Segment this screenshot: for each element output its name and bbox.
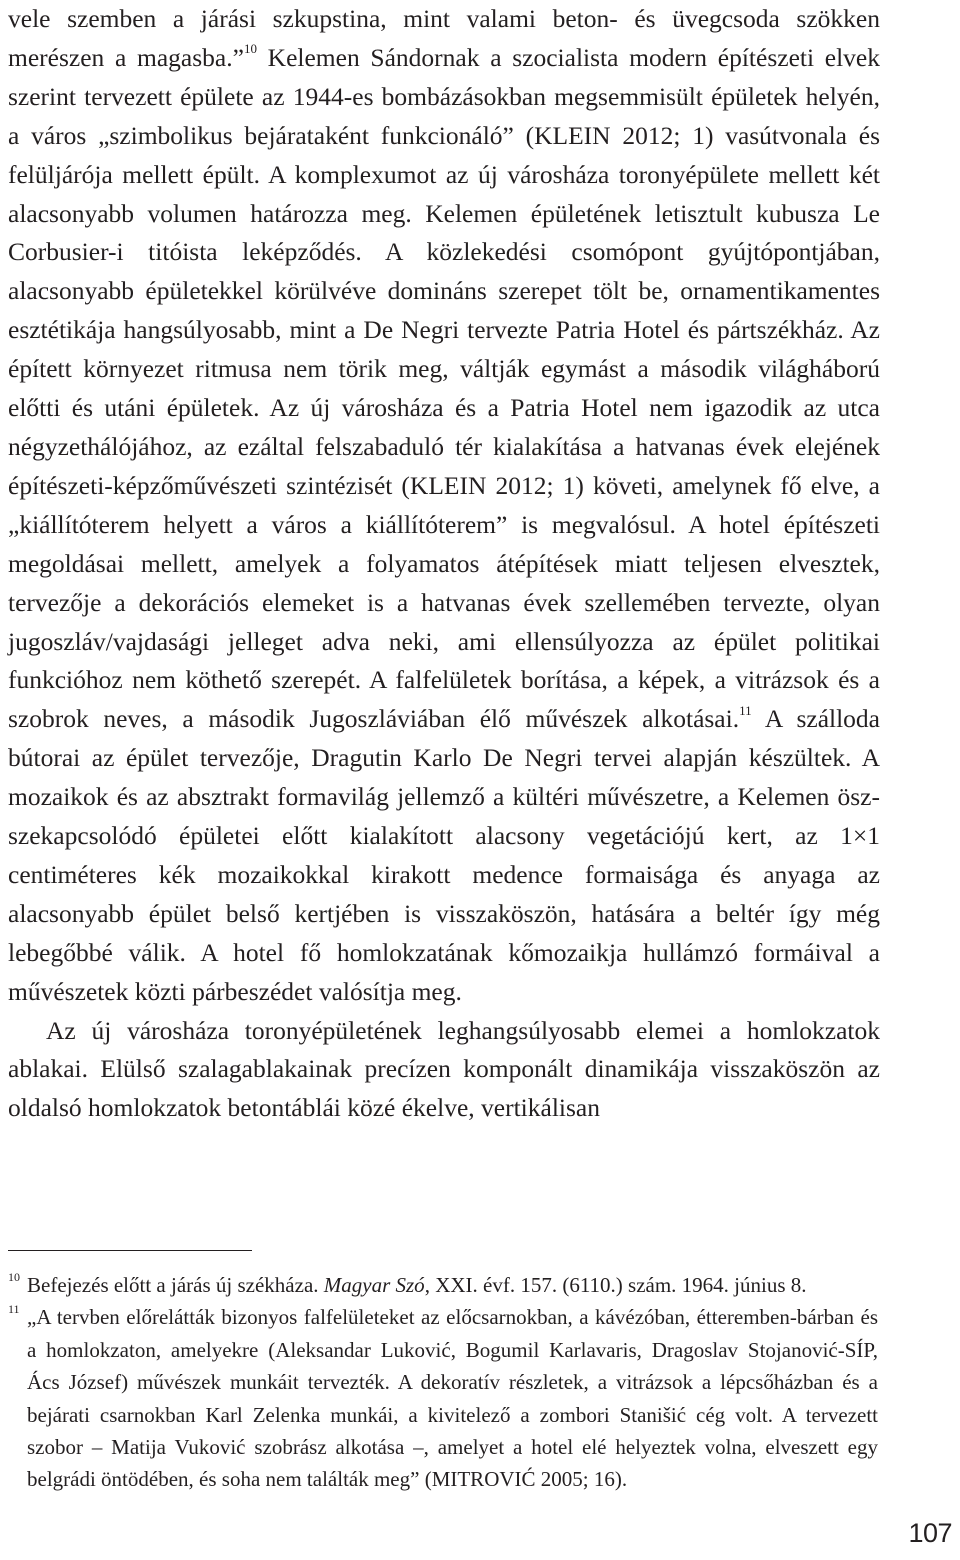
footnote-number: 11 xyxy=(8,1302,20,1317)
footnote-10 xyxy=(8,1269,878,1301)
paragraph-1 xyxy=(8,0,880,1012)
footnote-number: 10 xyxy=(8,1270,20,1284)
paragraph-2: Az új városháza toronyépületének leghangsúlyosabb elemei a homlokzatok ablakai. Elülső szalagablakainak precízen komponált dinamikája visszaköszön az oldalsó homlokzatok betontáblái közé ékelve, vertikálisan xyxy=(8,1015,880,1123)
footnote-11 xyxy=(8,1301,878,1495)
footnote-ref-11[interactable]: 11 xyxy=(739,702,752,718)
footnote-10-italic: Magyar Szó xyxy=(323,1273,425,1297)
paragraph-1-part-1: vele szemben a járási szkupstina, mint valami beton- és üvegcsoda szökken merészen a magasba.” xyxy=(8,4,880,72)
footnote-ref-10[interactable]: 10 xyxy=(243,41,257,57)
footnote-separator xyxy=(8,1250,252,1251)
page-number: 107 xyxy=(908,1518,952,1548)
footnotes xyxy=(8,1269,878,1496)
paragraph-1-part-2: Kelemen Sándornak a szocialista modern építészeti elvek szerint tervezett épülete az 1944-es bombázásokban megsemmisült épületek helyén, a város „szimbolikus bejárataként funkcionáló” (KLEIN 2012; 1) vasútvonala és felüljárója mellett épült. A komplexumot az új városháza toronyépülete mellett két alacsonyabb volumen határozza meg. Kelemen épületének letisztult kubusza Le Corbusier-i titóista leképződés. A közlekedési csomópont gyújtópontjában, alacsonyabb épületekkel körülvéve domináns szerepet tölt be, ornamentikamentes esztétikája hangsúlyosabb, mint a De Negri tervezte Patria Hotel és pártszékház. Az épített környezet ritmusa nem törik meg, váltják egymást a második világháború előtti és utáni épületek. Az új városháza és a Patria Hotel nem igazodik az utca négyzethálójához, az ezáltal felszabaduló tér kialakítása a hatvanas évek elejének építészeti-képzőművészeti szintézisét (KLEIN 2012; 1) követi, amelynek fő elve, a „kiállítóterem helyett a város a kiállítóterem” is megvalósul. A hotel építészeti megoldásai mellett, amelyek a folyamatos átépítések miatt teljesen elvesztek, tervezője a dekorációs elemeket is a hatvanas évek szellemében tervezte, olyan jugoszláv/vajdasági jelleget adva neki, ami ellensúlyozza az épület politikai funkcióhoz nem köthető szerepét. A falfelületek borítása, a képek, a vitrázsok és a szobrok neves, a második Jugoszláviában élő művészek alkotásai. xyxy=(8,42,880,734)
main-text xyxy=(8,0,880,1128)
paragraph-1-part-3: A szálloda bútorai az épület tervezője, Dragutin Karlo De Negri tervei alapján készültek. A mozaikok és az absztrakt formavilág jellemző a kültéri művészetre, a Kelemen öszszekapcsolódó épületei előtt kialakított alacsony vegetációjú kert, az 1×1 centiméteres kék mozaikokkal kirakott medence formaisága és anyaga az alacsonyabb épület belső kertjében is visszaköszön, hatására a beltér így még lebegőbbé válik. A hotel fő homlokzatának kőmozaikja hullámzó formáival a művészetek közti párbeszédet valósítja meg. xyxy=(8,704,880,1006)
footnote-11-text: „A tervben előrelátták bizonyos falfelületeket az előcsarnokban, a kávézóban, étteremben-bárban és a homlokzaton, amelyekre (Aleksandar Luković, Bogumil Karlavaris, Dragoslav Stojanović-SÍP, Ács József) művészek munkáit tervezték. A dekoratív részletek, a vitrázsok a lépcsőházban és a bejárati csarnokban Karl Zelenka munkái, a kivitelező a zombori Stanišić cég volt. A tervezett szobor – Matija Vuković szobrász alkotása –, amelyet a hotel elé helyeztek volna, elveszett egy belgrádi öntödében, és soha nem találták meg” (MITROVIĆ 2005; 16). xyxy=(27,1305,878,1492)
footnote-10-text-before: Befejezés előtt a járás új székháza. xyxy=(27,1273,324,1297)
footnote-10-text-after: , XXI. évf. 157. (6110.) szám. 1964. június 8. xyxy=(424,1273,807,1297)
